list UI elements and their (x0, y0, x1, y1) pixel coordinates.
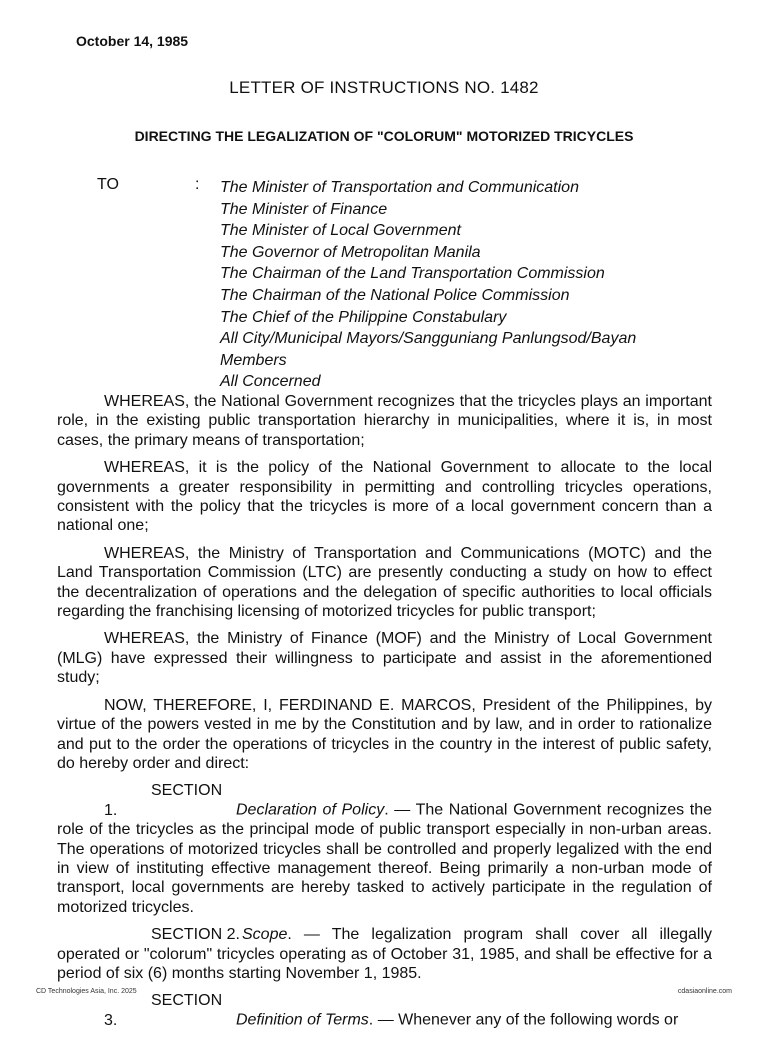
section-title: Declaration of Policy (236, 801, 385, 819)
section-text: . — The legalization program shall cover all illegally operated or "colorum" tricycles operating as of October 31, 1985, and shall be effective for a period of six (6) months starting November 1, 1985. (57, 926, 712, 982)
section-number: SECTION 2. (151, 926, 240, 944)
whereas-paragraph: WHEREAS, the Ministry of Transportation and Communications (MOTC) and the Land Transportation Commission (LTC) are presently conducting a study on how to effect the decentralization of operations and the delegation of specific authorities to local officials regarding the franchising licensing of motorized tricycles for public transport; (57, 544, 712, 621)
recipient-item: Members (220, 351, 287, 369)
whereas-paragraph: WHEREAS, the National Government recognizes that the tricycles plays an important role, in the existing public transportation hierarchy in municipalities, where it is, in most cases, the primary means of transportation; (57, 393, 712, 449)
section-number: SECTION 3. (104, 992, 223, 1029)
recipient-item: The Chief of the Philippine Constabulary (220, 308, 507, 326)
recipient-item: The Minister of Local Government (220, 222, 461, 240)
section-title: Scope (242, 926, 288, 944)
to-colon: : (195, 176, 200, 193)
recipient-item: The Governor of Metropolitan Manila (220, 243, 481, 261)
recipient-item: All City/Municipal Mayors/Sangguniang Panlungsod/Bayan (220, 330, 637, 348)
recipient-item: The Minister of Transportation and Communication (220, 179, 579, 196)
footer-copyright: CD Technologies Asia, Inc. 2025 (36, 988, 137, 995)
document-title: LETTER OF INSTRUCTIONS NO. 1482 (229, 78, 539, 97)
whereas-paragraph: WHEREAS, the Ministry of Finance (MOF) and the Ministry of Local Government (MLG) have expressed their willingness to participate and assist in the aforementioned study; (57, 630, 712, 687)
recipient-list (220, 177, 636, 393)
document-body (57, 392, 712, 1038)
recipient-item: The Chairman of the Land Transportation Commission (220, 265, 605, 283)
document-date: October 14, 1985 (76, 33, 189, 49)
recipient-item: The Chairman of the National Police Commission (220, 286, 570, 304)
now-therefore-paragraph: NOW, THEREFORE, I, FERDINAND E. MARCOS, President of the Philippines, by virtue of the powers vested in me by the Constitution and by law, and in order to rationalize and put to the order the operations of tricycles in the country in the interest of public safety, do hereby order and direct: (57, 696, 712, 772)
footer-website: cdasiaonline.com (677, 988, 732, 995)
section-title: Definition of Terms (236, 1011, 369, 1029)
section-1 (57, 781, 712, 917)
section-text: . — The National Government recognizes the role of the tricycles as the principal mode of public transport especially in non-urban areas. The operations of motorized tricycles shall be controlled and properly legalized with the end in view of instituting effective management thereof. Being primarily a non-urban mode of transport, local governments are hereby tasked to actively participate in the regulation of motorized tricycles. (57, 801, 713, 916)
recipient-item: All Concerned (220, 373, 321, 391)
section-2 (57, 925, 712, 983)
whereas-paragraph: WHEREAS, it is the policy of the National Government to allocate to the local governments a greater responsibility in permitting and controlling tricycles operations, consistent with the policy that the tricycles is more of a local government concern than a national one; (57, 459, 712, 535)
document-subtitle: DIRECTING THE LEGALIZATION OF "COLORUM" MOTORIZED TRICYCLES (134, 128, 634, 144)
section-number: SECTION 1. (104, 782, 223, 819)
recipient-item: The Minister of Finance (220, 200, 388, 218)
section-text: . — Whenever any of the following words or (368, 1011, 679, 1029)
section-3 (57, 991, 712, 1030)
to-label: TO (97, 176, 119, 193)
